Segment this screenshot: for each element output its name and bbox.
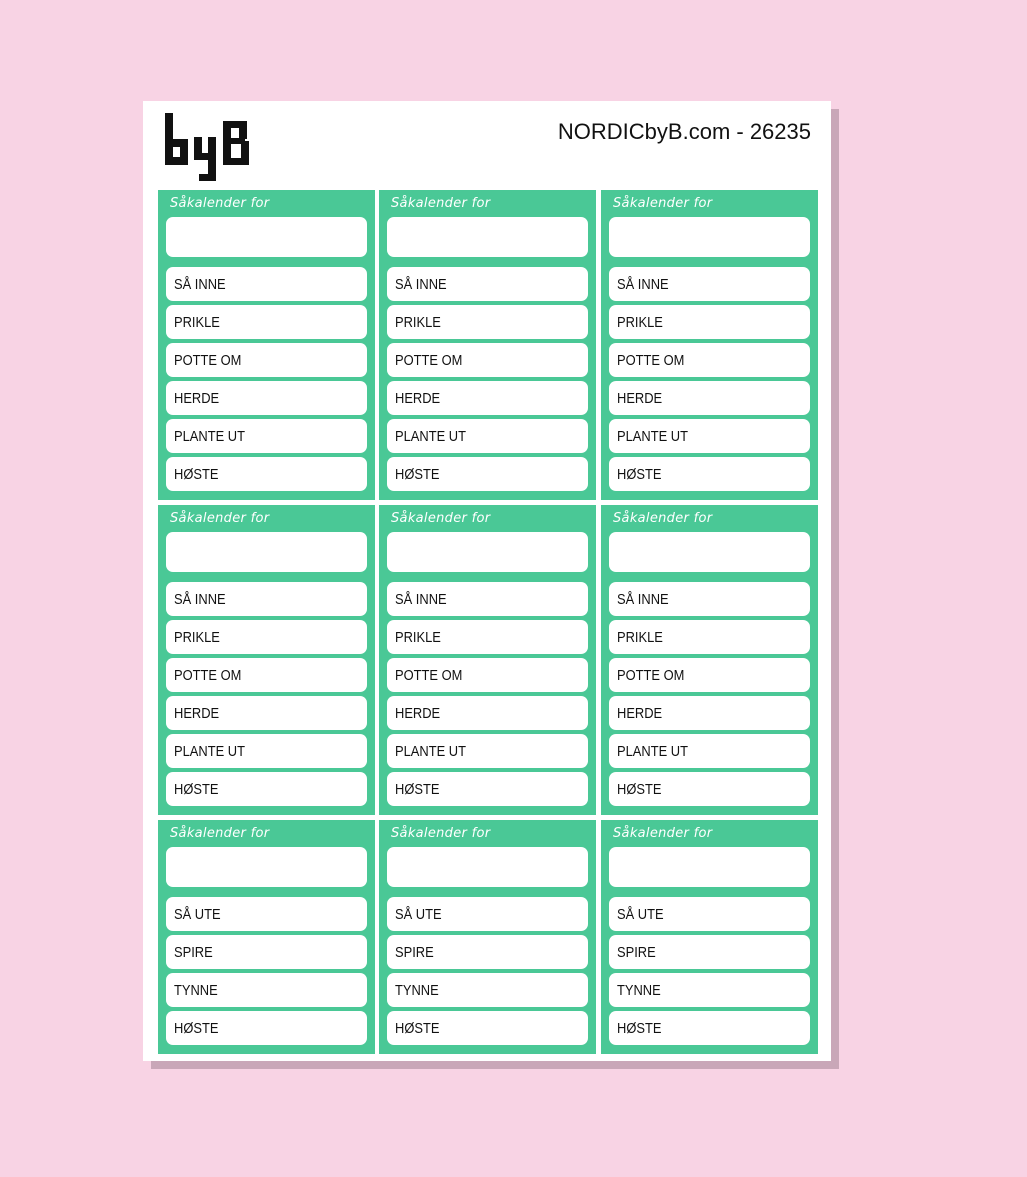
task-label — [387, 457, 588, 491]
plant-name-field — [609, 532, 810, 572]
task-label-text: HØSTE — [617, 1019, 662, 1037]
task-label-text: HØSTE — [395, 780, 440, 798]
task-label-text: HERDE — [395, 704, 441, 722]
sticker-card — [158, 190, 375, 500]
sticker-card — [601, 505, 818, 815]
task-label — [387, 381, 588, 415]
plant-name-field — [166, 847, 367, 887]
task-label-text: POTTE OM — [395, 351, 463, 369]
card-title: Såkalender for — [613, 196, 713, 211]
task-label — [387, 343, 588, 377]
task-label — [166, 419, 367, 453]
task-label-text: PLANTE UT — [174, 742, 245, 760]
task-label — [387, 696, 588, 730]
task-label-text: PRIKLE — [395, 313, 441, 331]
task-label — [166, 696, 367, 730]
task-label-text: POTTE OM — [617, 351, 685, 369]
card-title: Såkalender for — [170, 196, 270, 211]
task-label — [609, 620, 810, 654]
card-title: Såkalender for — [613, 826, 713, 841]
task-label-text: HØSTE — [174, 465, 219, 483]
task-label — [609, 457, 810, 491]
task-label — [609, 658, 810, 692]
card-title: Såkalender for — [170, 511, 270, 526]
task-label-text: SÅ INNE — [174, 590, 226, 608]
task-label — [387, 1011, 588, 1045]
product-code: NORDICbyB.com - 26235 — [557, 119, 811, 144]
task-label-text: HERDE — [617, 389, 663, 407]
task-label — [387, 772, 588, 806]
task-label-text: HERDE — [617, 704, 663, 722]
task-label-text: TYNNE — [174, 981, 218, 999]
task-label — [609, 343, 810, 377]
task-label — [609, 419, 810, 453]
sticker-card — [379, 505, 596, 815]
card-title: Såkalender for — [613, 511, 713, 526]
task-label — [609, 267, 810, 301]
task-label-text: HERDE — [395, 389, 441, 407]
card-title: Såkalender for — [391, 826, 491, 841]
task-label — [166, 267, 367, 301]
task-label — [387, 935, 588, 969]
task-label-text: HØSTE — [395, 465, 440, 483]
task-label — [387, 419, 588, 453]
byb-logo — [163, 111, 253, 183]
task-label-text: HØSTE — [617, 780, 662, 798]
sticker-sheet — [143, 101, 831, 1061]
task-label-text: SÅ UTE — [617, 905, 664, 923]
task-label-text: SPIRE — [174, 943, 213, 961]
task-label — [387, 267, 588, 301]
task-label-text: POTTE OM — [174, 666, 242, 684]
task-label — [166, 973, 367, 1007]
task-label-text: PRIKLE — [174, 313, 220, 331]
task-label — [609, 973, 810, 1007]
sticker-card — [158, 505, 375, 815]
plant-name-field — [609, 217, 810, 257]
task-label-text: TYNNE — [395, 981, 439, 999]
task-label-text: PLANTE UT — [395, 427, 466, 445]
task-label-text: SÅ INNE — [617, 275, 669, 293]
task-label-text: PLANTE UT — [395, 742, 466, 760]
task-label-text: SPIRE — [617, 943, 656, 961]
task-label-text: POTTE OM — [617, 666, 685, 684]
task-label-text: PRIKLE — [617, 313, 663, 331]
task-label-text: SÅ INNE — [395, 275, 447, 293]
task-label-text: TYNNE — [617, 981, 661, 999]
task-label — [166, 734, 367, 768]
task-label — [609, 696, 810, 730]
task-label — [387, 658, 588, 692]
plant-name-field — [166, 217, 367, 257]
task-label-text: SÅ INNE — [395, 590, 447, 608]
task-label-text: SPIRE — [395, 943, 434, 961]
plant-name-field — [387, 217, 588, 257]
task-label-text: HØSTE — [617, 465, 662, 483]
task-label — [166, 582, 367, 616]
task-label-text: HERDE — [174, 389, 220, 407]
task-label — [387, 582, 588, 616]
task-label — [609, 1011, 810, 1045]
task-label — [387, 305, 588, 339]
plant-name-field — [166, 532, 367, 572]
task-label-text: PLANTE UT — [174, 427, 245, 445]
task-label — [609, 772, 810, 806]
task-label — [387, 620, 588, 654]
task-label-text: POTTE OM — [174, 351, 242, 369]
task-label — [387, 897, 588, 931]
task-label-text: HØSTE — [174, 780, 219, 798]
task-label-text: SÅ INNE — [617, 590, 669, 608]
sticker-card — [379, 190, 596, 500]
task-label-text: HØSTE — [174, 1019, 219, 1037]
task-label-text: PLANTE UT — [617, 742, 688, 760]
task-label-text: SÅ UTE — [395, 905, 442, 923]
plant-name-field — [387, 532, 588, 572]
task-label-text: PRIKLE — [174, 628, 220, 646]
task-label-text: PLANTE UT — [617, 427, 688, 445]
card-title: Såkalender for — [170, 826, 270, 841]
plant-name-field — [387, 847, 588, 887]
task-label — [609, 582, 810, 616]
task-label — [166, 343, 367, 377]
task-label — [166, 457, 367, 491]
task-label — [166, 772, 367, 806]
task-label-text: SÅ UTE — [174, 905, 221, 923]
sticker-card — [158, 820, 375, 1054]
task-label — [166, 935, 367, 969]
task-label — [609, 734, 810, 768]
sticker-card — [601, 820, 818, 1054]
task-label — [166, 658, 367, 692]
task-label — [609, 897, 810, 931]
plant-name-field — [609, 847, 810, 887]
task-label — [609, 935, 810, 969]
task-label — [166, 897, 367, 931]
sticker-card — [379, 820, 596, 1054]
card-title: Såkalender for — [391, 196, 491, 211]
task-label-text: PRIKLE — [395, 628, 441, 646]
task-label — [609, 381, 810, 415]
task-label-text: HØSTE — [395, 1019, 440, 1037]
task-label — [609, 305, 810, 339]
task-label — [166, 305, 367, 339]
task-label — [387, 973, 588, 1007]
task-label-text: PRIKLE — [617, 628, 663, 646]
sticker-card — [601, 190, 818, 500]
task-label — [166, 620, 367, 654]
card-title: Såkalender for — [391, 511, 491, 526]
task-label — [166, 381, 367, 415]
task-label-text: POTTE OM — [395, 666, 463, 684]
task-label-text: HERDE — [174, 704, 220, 722]
task-label — [166, 1011, 367, 1045]
task-label — [387, 734, 588, 768]
task-label-text: SÅ INNE — [174, 275, 226, 293]
